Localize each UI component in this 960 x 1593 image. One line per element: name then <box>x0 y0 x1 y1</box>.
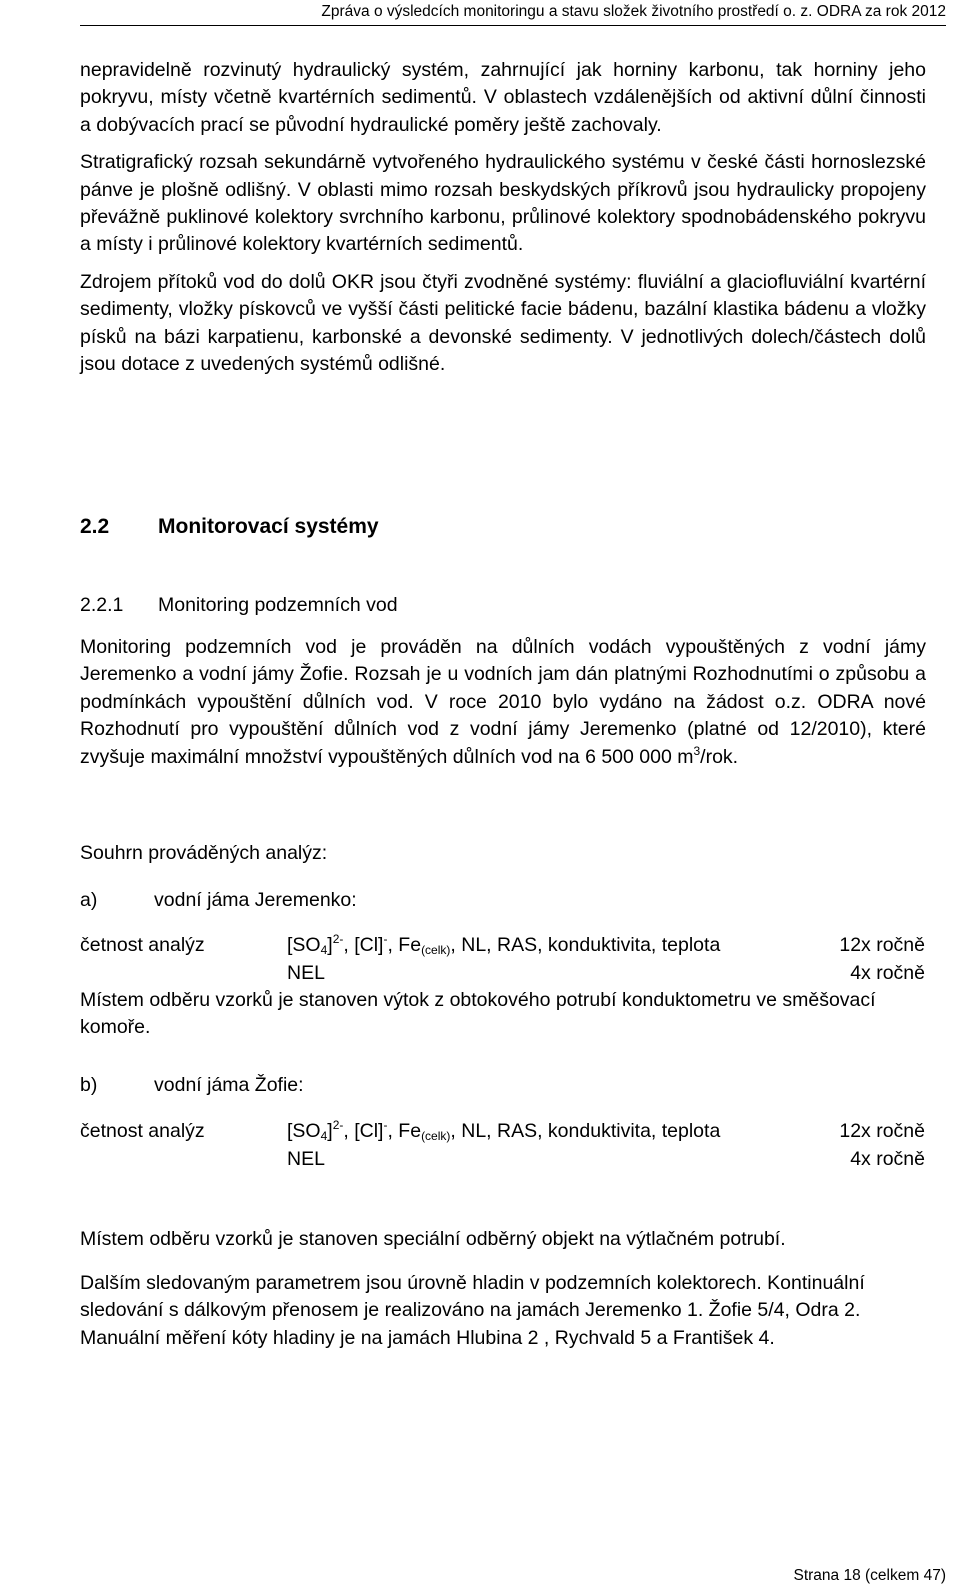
shaft-b-param-2: NEL <box>287 1148 325 1170</box>
subsection-number: 2.2.1 <box>80 594 124 616</box>
paragraph-2: Stratigrafický rozsah sekundárně vytvořeného hydraulického systému v české části hornoslezské pánve je plošně odlišný. V oblasti mimo rozsah beskydských příkrovů jsou hydraulicky propojeny převážně puklinové kolektory svrchního karbonu, průlinové kolektory spodnobádenského pokryvu a místy i průlinové kolektory kvartérních sedimentů. <box>80 151 926 256</box>
shaft-a-name: vodní jáma Jeremenko: <box>154 889 357 911</box>
shaft-b-letter: b) <box>80 1074 98 1096</box>
page-number: Strana 18 (celkem 47) <box>793 1567 946 1584</box>
monitoring-text <box>80 634 926 771</box>
paragraph-3: Zdrojem přítoků vod do dolů OKR jsou čtyři zvodněné systémy: fluviální a glaciofluviální kvartérní sedimenty, vložky pískovců ve vyšší části pelitické facie bádenu, bazální klastika bádenu a vložky písků na bázi karpatienu, karbonské a devonské sedimenty. V jednotlivých dolech/částech dolů jsou dotace z uvedených systémů odlišné. <box>80 270 926 376</box>
intro-text <box>80 57 926 378</box>
shaft-a-letter: a) <box>80 889 98 911</box>
page-header: Zpráva o výsledcích monitoringu a stavu složek životního prostředí o. z. ODRA za rok 2012 <box>321 3 946 20</box>
paragraph-1: nepravidelně rozvinutý hydraulický systém, zahrnující jak horniny karbonu, tak horniny jeho pokryvu, místy včetně kvartérních sedimentů. V oblastech vzdálenějších od aktivní důlní činnosti a dobývacích prací se původní hydraulické poměry ještě zachovaly. <box>80 59 926 136</box>
shaft-b-parameters: $[SO_4]^{2-}$, [Cl]-, $Fe_{(celk)}$, NL, RAS, konduktivita, teplota <box>287 1118 721 1143</box>
shaft-b-name: vodní jáma Žofie: <box>154 1074 304 1096</box>
monitoring-paragraph: Monitoring podzemních vod je prováděn na důlních vodách vypouštěných z vodní jámy Jeremenko a vodní jámy Žofie. Rozsah je u vodních jam dán platnými Rozhodnutími o způsobu a podmínkách vypouštění důlních vod. V roce 2010 bylo vydáno na žádost o.z. ODRA nové Rozhodnutí pro vypouštění důlních vod z vodní jámy Jeremenko (platné od 12/2010), které zvyšuje maximální množství vypouštěných důlních vod na 6 500 000 $m^3$/rok. <box>80 636 926 768</box>
analysis-summary-label: Souhrn prováděných analýz: <box>80 842 328 864</box>
shaft-a-freq-1: 12x ročně <box>839 934 925 956</box>
header-rule <box>80 25 946 26</box>
subsection-heading <box>80 594 398 617</box>
shaft-a-param-2: NEL <box>287 962 325 984</box>
shaft-a-freq-label: četnost analýz <box>80 934 205 956</box>
levels-block <box>80 1270 926 1352</box>
shaft-b-note: Místem odběru vzorků je stanoven speciální odběrný objekt na výtlačném potrubí. <box>80 1228 786 1250</box>
levels-paragraph: Dalším sledovaným parametrem jsou úrovně hladin v podzemních kolektorech. Kontinuální sledování s dálkovým přenosem je realizováno na jamách Jeremenko 1. Žofie 5/4, Odra 2. Manuální měření kóty hladiny je na jamách Hlubina 2 , Rychvald 5 a František 4. <box>80 1272 865 1349</box>
shaft-b-freq-label: četnost analýz <box>80 1120 205 1142</box>
shaft-a-note-block <box>80 987 926 1042</box>
shaft-b-freq-2: 4x ročně <box>850 1148 925 1170</box>
subsection-title: Monitoring podzemních vod <box>158 594 398 616</box>
shaft-a-parameters: $[SO_4]^{2-}$, [Cl]-, $Fe_{(celk)}$, NL, RAS, konduktivita, teplota <box>287 932 721 957</box>
shaft-a-note: Místem odběru vzorků je stanoven výtok z obtokového potrubí konduktometru ve směšovací komoře. <box>80 989 876 1039</box>
shaft-a-freq-2: 4x ročně <box>850 962 925 984</box>
cubic-superscript: 3 <box>693 743 701 758</box>
section-title: Monitorovací systémy <box>158 515 379 538</box>
section-number: 2.2 <box>80 515 110 538</box>
shaft-b-freq-1: 12x ročně <box>839 1120 925 1142</box>
